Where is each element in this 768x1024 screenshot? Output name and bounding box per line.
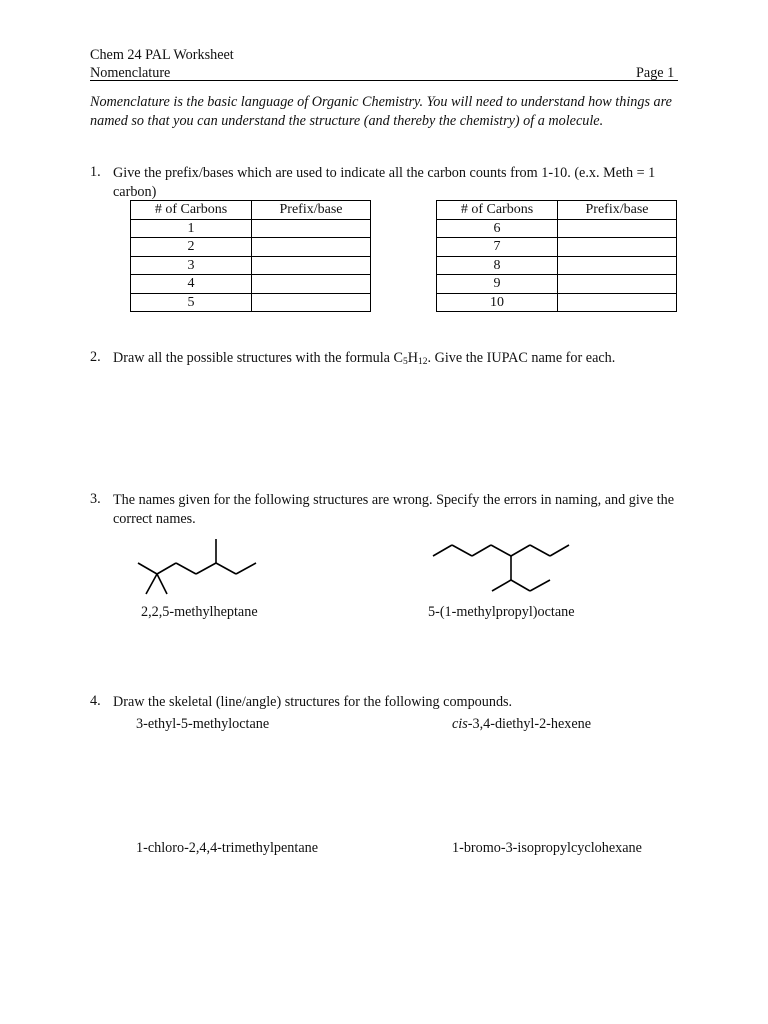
carbon-count: 7 [437, 238, 558, 257]
table-header-carbons: # of Carbons [131, 201, 252, 220]
carbon-count: 9 [437, 275, 558, 294]
structure-a-name: 2,2,5-methylheptane [141, 604, 258, 620]
carbon-count: 1 [131, 219, 252, 238]
carbon-count: 8 [437, 256, 558, 275]
q2-text-pre: Draw all the possible structures with the formula C [113, 350, 403, 366]
q2-text-mid: H [407, 350, 418, 366]
q1-number: 1. [90, 164, 101, 180]
compound-2-prefix: cis [452, 716, 468, 732]
intro-paragraph: Nomenclature is the basic language of Organic Chemistry. You will need to understand how things are named so that you can understand the structure (and thereby the chemistry) of a molecule. [90, 94, 672, 129]
structure-b-bonds [433, 545, 569, 591]
carbon-count: 3 [131, 256, 252, 275]
compound-1-name: 3-ethyl-5-methyloctane [136, 716, 270, 732]
course-title: Chem 24 PAL Worksheet [90, 47, 234, 63]
compound-2-name-rest: -3,4-diethyl-2-hexene [467, 716, 592, 732]
q3-text: The names given for the following structures are wrong. Specify the errors in naming, and give the correct names. [113, 492, 675, 527]
table-header-prefix: Prefix/base [252, 201, 371, 220]
q2-subscript-12: 12 [418, 357, 428, 367]
carbon-count: 5 [131, 293, 252, 312]
table-header-prefix: Prefix/base [558, 201, 677, 220]
table-header-carbons: # of Carbons [437, 201, 558, 220]
topic-title: Nomenclature [90, 65, 171, 81]
q3-number: 3. [90, 491, 101, 507]
q4-text: Draw the skeletal (line/angle) structures for the following compounds. [113, 694, 513, 710]
q2-text-post: . Give the IUPAC name for each. [427, 350, 616, 366]
q1-text: Give the prefix/bases which are used to indicate all the carbon counts from 1-10. (e.x. Meth = 1 carbon) [113, 165, 656, 200]
structure-a-bonds [138, 539, 256, 594]
q4-number: 4. [90, 693, 101, 709]
carbon-count: 6 [437, 219, 558, 238]
structure-b-name: 5-(1-methylpropyl)octane [428, 604, 575, 620]
q2-number: 2. [90, 349, 101, 365]
carbon-count: 10 [437, 293, 558, 312]
carbon-count: 4 [131, 275, 252, 294]
compound-3-name: 1-chloro-2,4,4-trimethylpentane [136, 840, 319, 856]
page-number: Page 1 [636, 65, 675, 81]
compound-4-name: 1-bromo-3-isopropylcyclohexane [452, 840, 642, 856]
q2-subscript-5: 5 [403, 357, 408, 367]
carbon-count: 2 [131, 238, 252, 257]
compound-2-name [452, 716, 591, 733]
